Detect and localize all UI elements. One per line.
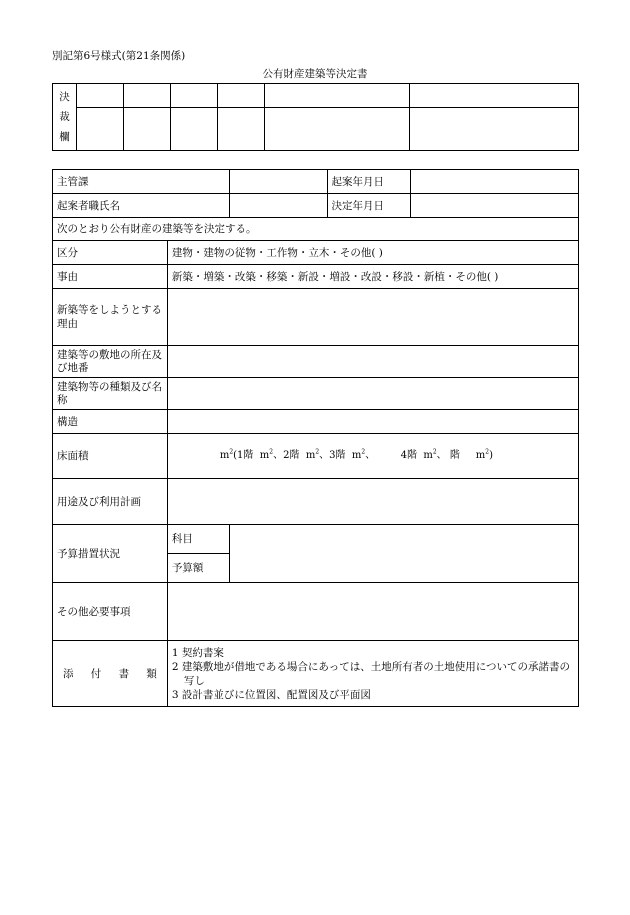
usage-field[interactable] xyxy=(167,479,578,525)
approval-cell[interactable] xyxy=(76,84,123,108)
floor-area-floor2: 、2階 xyxy=(273,450,300,461)
approval-cell[interactable] xyxy=(410,108,579,151)
approval-cell[interactable] xyxy=(217,108,264,151)
approval-cell[interactable] xyxy=(410,84,579,108)
purpose-field[interactable] xyxy=(167,289,578,346)
floor-area-floor3: 、3階 xyxy=(319,450,346,461)
approval-label-char-3: 欄 xyxy=(59,131,70,143)
budget-label: 予算措置状況 xyxy=(53,525,168,583)
floor-area-floor4: 4階 xyxy=(400,450,417,461)
decision-statement: 次のとおり公有財産の建築等を決定する。 xyxy=(53,218,579,241)
approval-table xyxy=(52,83,579,151)
other-field[interactable] xyxy=(167,583,578,641)
attachments-label xyxy=(53,641,168,707)
floor-area-floor-other: 、 階 xyxy=(436,450,460,461)
approval-cell[interactable] xyxy=(123,84,170,108)
approval-cell[interactable] xyxy=(217,84,264,108)
responsible-dept-label: 主管課 xyxy=(53,170,230,194)
draft-date-label: 起案年月日 xyxy=(327,170,411,194)
decision-form-table xyxy=(52,169,579,707)
approval-label-cell xyxy=(53,84,77,151)
reason-label: 事由 xyxy=(53,265,168,289)
building-type-label: 建築物等の種類及び名称 xyxy=(53,378,168,410)
structure-label: 構造 xyxy=(53,410,168,434)
attachment-item: 2 建築敷地が借地である場合にあっては、土地所有者の土地使用についての承諾書の写し xyxy=(171,660,571,687)
responsible-dept-field[interactable] xyxy=(229,170,327,194)
approval-cell[interactable] xyxy=(76,108,123,151)
attachments-list xyxy=(167,641,578,707)
location-field[interactable] xyxy=(167,346,578,378)
budget-field[interactable] xyxy=(229,525,578,583)
structure-field[interactable] xyxy=(167,410,578,434)
building-type-field[interactable] xyxy=(167,378,578,410)
draft-date-field[interactable] xyxy=(411,170,579,194)
approval-cell[interactable] xyxy=(123,108,170,151)
decision-date-field[interactable] xyxy=(411,194,579,218)
approval-label-char-1: 決 xyxy=(59,91,70,103)
form-number: 別記第6号様式(第21条関係) xyxy=(52,50,186,62)
category-options[interactable]: 建物・建物の従物・工作物・立木・その他( ) xyxy=(167,241,578,265)
budget-item-label: 科目 xyxy=(167,525,229,554)
document-title: 公有財産建築等決定書 xyxy=(262,68,368,80)
floor-area-unit: m xyxy=(219,450,230,461)
category-label: 区分 xyxy=(53,241,168,265)
other-label: その他必要事項 xyxy=(53,583,168,641)
location-label: 建築等の敷地の所在及び地番 xyxy=(53,346,168,378)
floor-area-label: 床面積 xyxy=(53,434,168,479)
decision-date-label: 決定年月日 xyxy=(327,194,411,218)
attachment-item: 3 設計書並びに位置図、配置図及び平面図 xyxy=(171,688,371,701)
approval-cell[interactable] xyxy=(264,108,410,151)
approval-cell[interactable] xyxy=(170,108,217,151)
usage-label: 用途及び利用計画 xyxy=(53,479,168,525)
reason-options[interactable]: 新築・増築・改築・移築・新設・増設・改設・移設・新植・その他( ) xyxy=(167,265,578,289)
attachment-item: 1 契約書案 xyxy=(171,646,224,659)
floor-area-floor1: (1階 xyxy=(233,450,254,461)
floor-area-field[interactable]: $m^2(1$階 $m^2$、2階 $m^2$、3階 $m^2$、 4階 $m^2$、 階 $m^2$) xyxy=(167,434,578,479)
drafter-field[interactable] xyxy=(229,194,327,218)
approval-label-char-2: 裁 xyxy=(59,111,70,123)
drafter-label: 起案者職氏名 xyxy=(53,194,230,218)
budget-amount-label: 予算額 xyxy=(167,554,229,583)
approval-cell[interactable] xyxy=(170,84,217,108)
approval-cell[interactable] xyxy=(264,84,410,108)
attachments-label-spaced: 添 付 書 類 xyxy=(63,667,157,680)
purpose-label: 新築等をしようとする理由 xyxy=(53,289,168,346)
